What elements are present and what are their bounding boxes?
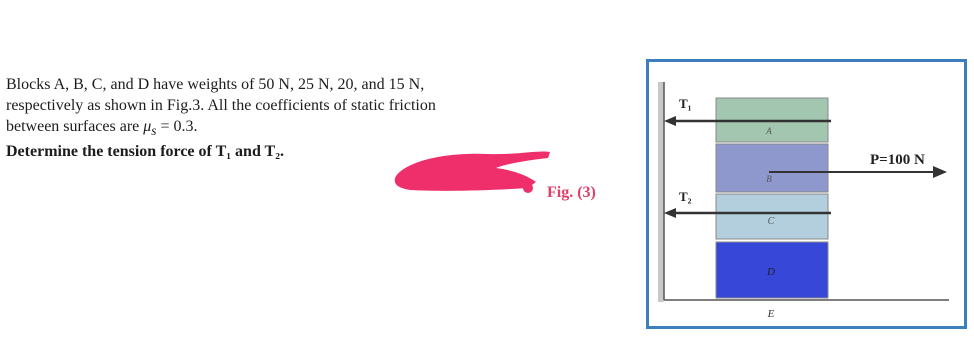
problem-line-3-prefix: between surfaces are bbox=[6, 118, 144, 135]
t1-label: T₁ bbox=[679, 96, 692, 111]
block-b bbox=[716, 144, 828, 192]
p-arrowhead bbox=[933, 166, 947, 178]
wall bbox=[658, 82, 664, 302]
block-a-label: A bbox=[766, 126, 772, 136]
figure-3 bbox=[646, 59, 967, 329]
t1-arrowhead bbox=[664, 116, 676, 126]
figure-caption: Fig. (3) bbox=[547, 184, 596, 201]
t2-label: T₂ bbox=[679, 189, 692, 204]
ground-e-label: E bbox=[767, 308, 775, 320]
problem-line-1: Blocks A, B, C, and D have weights of 50 N, 25 N, 20, and 15 N, bbox=[6, 76, 425, 93]
block-d-label: D bbox=[767, 266, 775, 278]
block-diagram bbox=[649, 62, 964, 326]
block-b-label: B bbox=[766, 174, 772, 184]
t2-arrowhead bbox=[664, 208, 676, 218]
redaction-scribble bbox=[388, 138, 558, 198]
block-c-label: C bbox=[767, 216, 775, 227]
problem-line-3-suffix: = 0.3. bbox=[156, 118, 198, 135]
problem-line-2: respectively as shown in Fig.3. All the coefficients of static friction bbox=[6, 97, 436, 114]
mu-subscript: s bbox=[151, 123, 157, 139]
p-force-label: P=100 N bbox=[870, 152, 925, 168]
problem-question: Determine the tension force of T₁ and T₂. bbox=[6, 143, 285, 161]
mu-symbol: μ bbox=[143, 118, 152, 135]
